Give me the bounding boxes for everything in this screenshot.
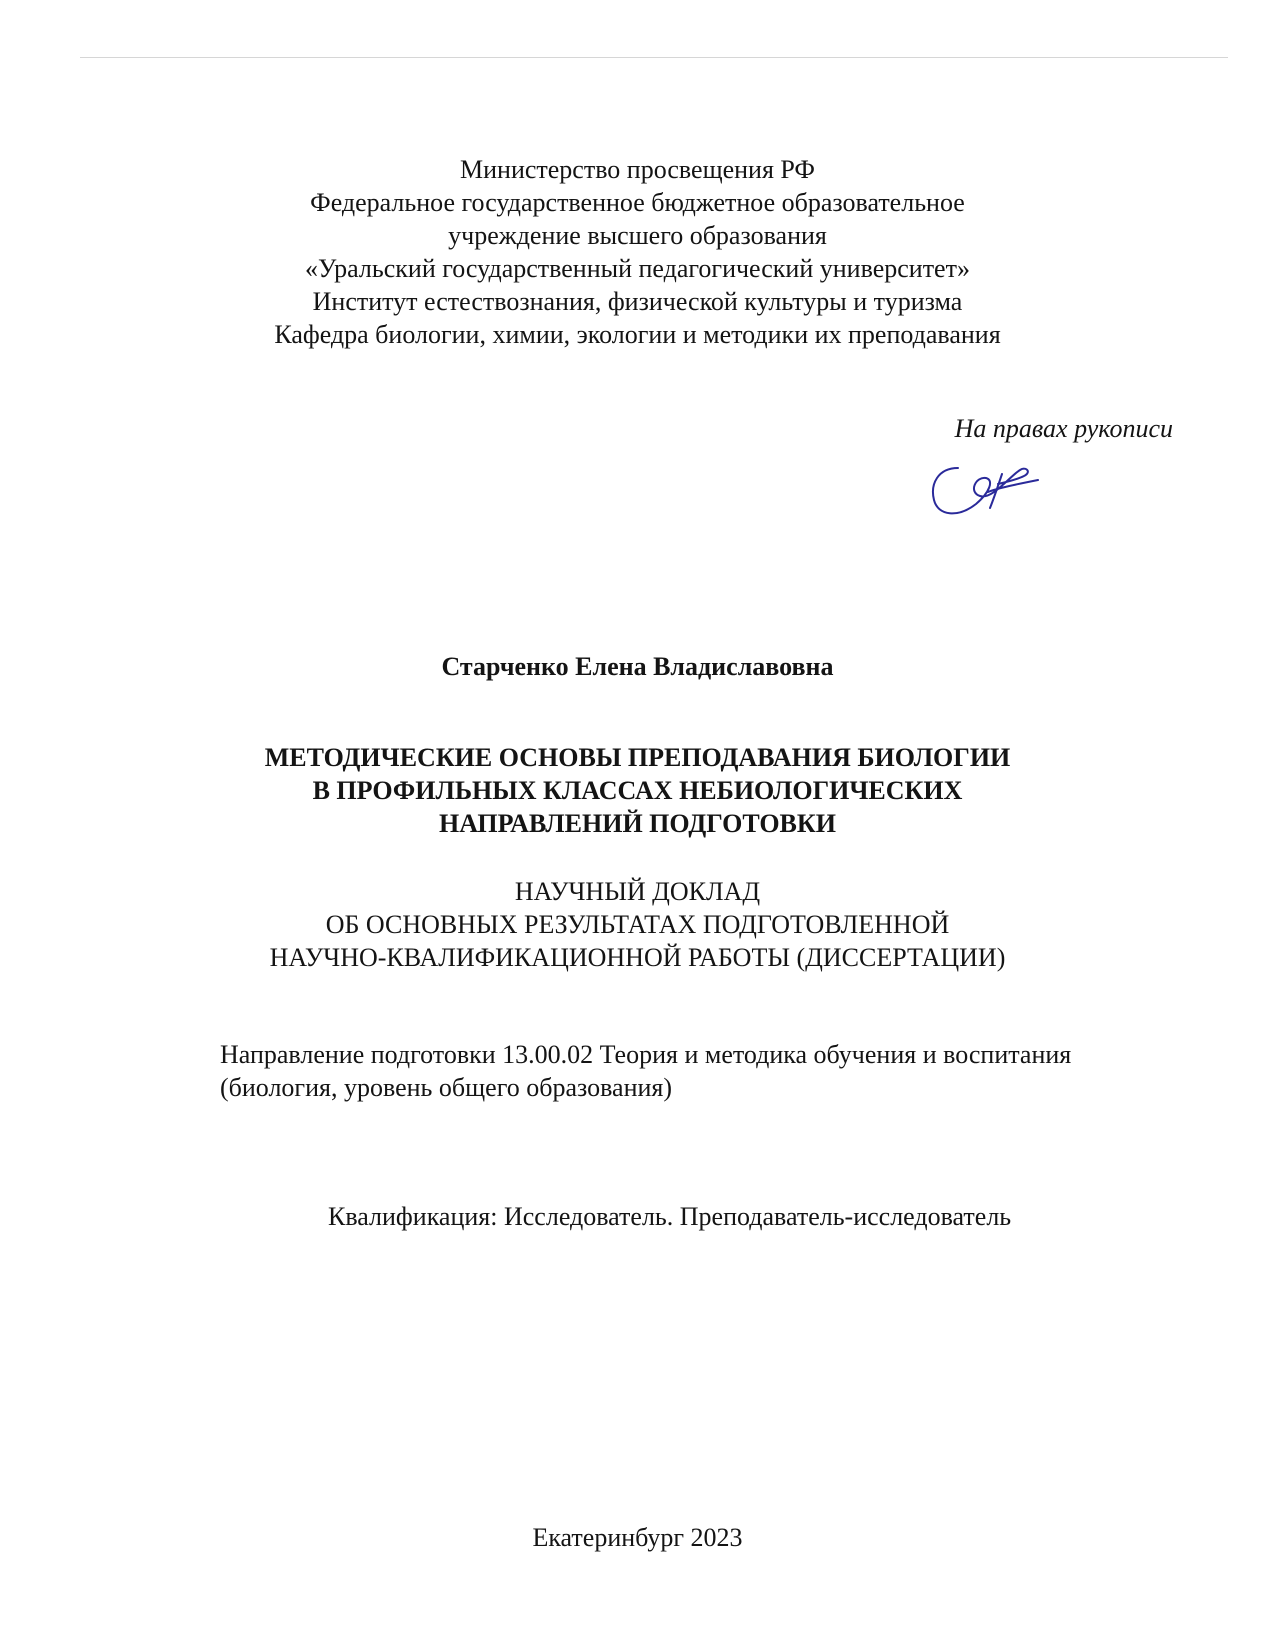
manuscript-note: На правах рукописи [954, 414, 1173, 443]
direction-line-2: (биология, уровень общего образования) [220, 1073, 673, 1102]
subtitle-line-3: НАУЧНО-КВАЛИФИКАЦИОННОЙ РАБОТЫ (ДИССЕРТАЦИИ) [269, 943, 1006, 972]
author-name: Старченко Елена Владиславовна [441, 652, 834, 681]
department-line: Кафедра биологии, химии, экологии и методики их преподавания [274, 320, 1001, 349]
direction-line-1: Направление подготовки 13.00.02 Теория и методика обучения и воспитания [220, 1040, 1072, 1069]
subtitle-line-2: ОБ ОСНОВНЫХ РЕЗУЛЬТАТАХ ПОДГОТОВЛЕННОЙ [325, 910, 950, 939]
title-line-2: В ПРОФИЛЬНЫХ КЛАССАХ НЕБИОЛОГИЧЕСКИХ [312, 776, 963, 805]
institution-level-line: учреждение высшего образования [448, 221, 827, 250]
title-line-3: НАПРАВЛЕНИЙ ПОДГОТОВКИ [439, 809, 836, 838]
signature-icon [928, 462, 1048, 522]
city-year: Екатеринбург 2023 [532, 1523, 743, 1552]
subtitle-line-1: НАУЧНЫЙ ДОКЛАД [514, 877, 761, 906]
scan-edge-line [80, 57, 1228, 58]
ministry-line: Министерство просвещения РФ [460, 155, 815, 184]
institute-line: Институт естествознания, физической культуры и туризма [312, 287, 963, 316]
university-name-line: «Уральский государственный педагогический университет» [305, 254, 970, 283]
title-line-1: МЕТОДИЧЕСКИЕ ОСНОВЫ ПРЕПОДАВАНИЯ БИОЛОГИИ [264, 743, 1011, 772]
institution-type-line: Федеральное государственное бюджетное образовательное [310, 188, 965, 217]
qualification: Квалификация: Исследователь. Преподаватель-исследователь [328, 1202, 1012, 1231]
